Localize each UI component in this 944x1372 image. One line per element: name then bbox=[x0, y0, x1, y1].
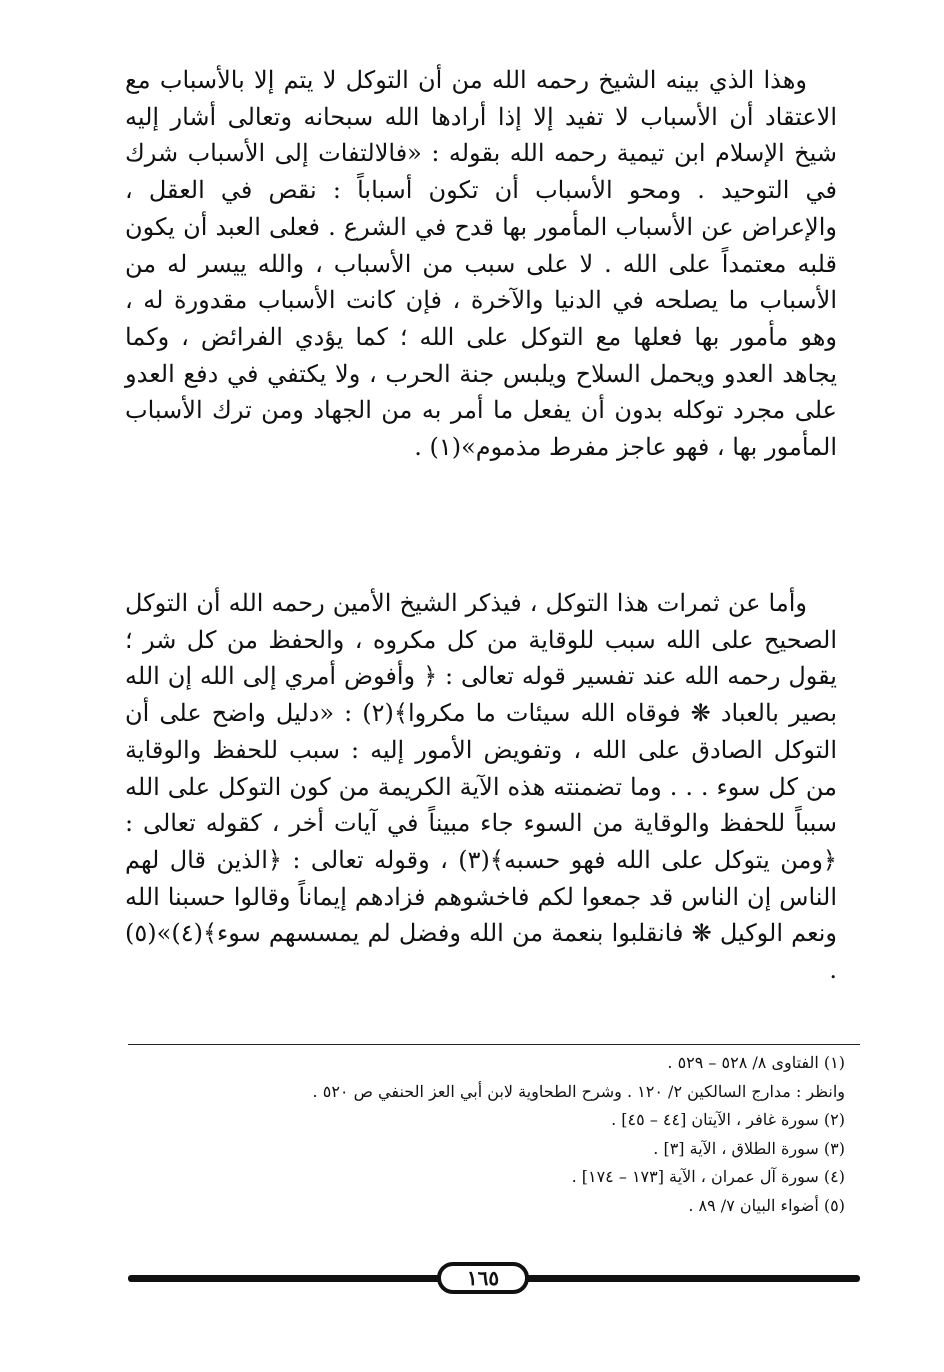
footnote-separator bbox=[128, 1044, 860, 1045]
footnote-3: (٣) سورة الطلاق ، الآية [٣] . bbox=[653, 1138, 845, 1158]
footnote-5: (٥) أضواء البيان ٧/ ٨٩ . bbox=[688, 1195, 845, 1215]
footnote-2: (٢) سورة غافر ، الآيتان [٤٤ – ٤٥] . bbox=[611, 1110, 845, 1129]
footnote-1: (١) الفتاوى ٨/ ٥٢٨ – ٥٢٩ . bbox=[667, 1053, 845, 1072]
footnote-1-continued: وانظر : مدارج السالكين ٢/ ١٢٠ . وشرح الطحاوية لابن أبي العز الحنفي ص ٥٢٠ . bbox=[312, 1081, 845, 1101]
paragraph-text: وأما عن ثمرات هذا التوكل ، فيذكر الشيخ الأمين رحمه الله أن التوكل الصحيح على الله سبب للوقاية من كل مكروه ، والحفظ من كل شر ؛ يقول رحمه الله عند تفسير قوله تعالى : ﴿ وأفوض أمري إلى الله إن الله بصير بالعباد ❋ فوقاه الله سيئات ما مكروا﴾(٢) : «دليل واضح على أن التوكل الصادق على الله ، وتفويض الأمور إليه : سبب للحفظ والوقاية من كل سوء . . . وما تضمنته هذه الآية الكريمة من كون التوكل على الله سبباً للحفظ والوقاية من السوء جاء مبيناً في آيات أخر ، كقوله تعالى : ﴿ومن يتوكل على الله فهو حسبه﴾(٣) ، وقوله تعالى : ﴿الذين قال لهم الناس إن الناس قد جمعوا لكم فاخشوهم فزادهم إيماناً وقالوا حسبنا الله ونعم الوكيل ❋ فانقلبوا بنعمة من الله وفضل لم يمسسهم سوء﴾(٤)»(٥) . bbox=[125, 589, 838, 985]
paragraph-text: وهذا الذي بينه الشيخ رحمه الله من أن التوكل لا يتم إلا بالأسباب مع الاعتقاد أن الأسباب لا تفيد إلا إذا أرادها الله سبحانه وتعالى أشار إليه شيخ الإسلام ابن تيمية رحمه الله بقوله : «فالالتفات إلى الأسباب شرك في التوحيد . ومحو الأسباب أن تكون أسباباً : نقص في العقل ، والإعراض عن الأسباب المأمور بها قدح في الشرع . فعلى العبد أن يكون قلبه معتمداً على الله . لا على سبب من الأسباب ، والله ييسر له من الأسباب ما يصلحه في الدنيا والآخرة ، فإن كانت الأسباب مقدورة له ، وهو مأمور بها فعلها مع التوكل على الله ؛ كما يؤدي الفرائض ، وكما يجاهد العدو ويحمل السلاح ويلبس جنة الحرب ، ولا يكتفي في دفع العدو على مجرد توكله بدون أن يفعل ما أمر به من الجهاد ومن ترك الأسباب المأمور بها ، فهو عاجز مفرط مذموم»(١) . bbox=[125, 66, 837, 462]
body-paragraph-2 bbox=[125, 585, 837, 989]
page-number: ١٦٥ bbox=[437, 1262, 529, 1294]
footnotes bbox=[125, 1049, 845, 1220]
footnote-4: (٤) سورة آل عمران ، الآية [١٧٣ – ١٧٤] . bbox=[571, 1167, 845, 1186]
body-paragraph-1 bbox=[125, 62, 837, 466]
